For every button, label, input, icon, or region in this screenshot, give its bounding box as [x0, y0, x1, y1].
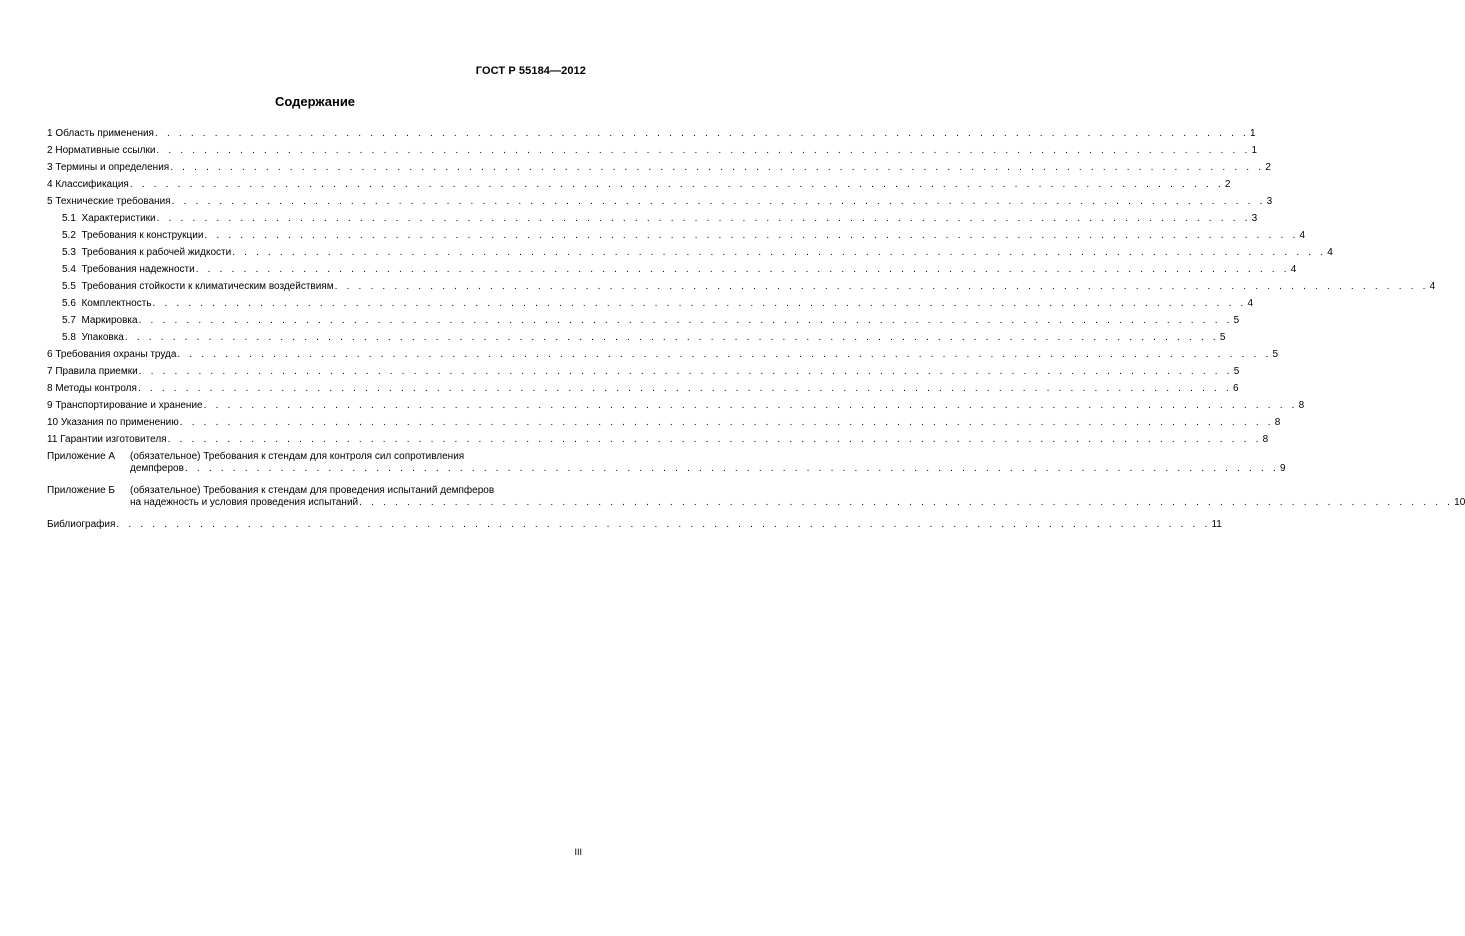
- toc-entry-page: 2: [1265, 162, 1271, 173]
- leader-dots: [204, 230, 1298, 242]
- toc-entry-page: 10: [1454, 497, 1465, 508]
- toc-entry-number: 5.8: [62, 332, 76, 343]
- toc-entry-page: 2: [1224, 179, 1231, 190]
- toc-entry-page: 5: [1219, 332, 1226, 343]
- toc-entry-label: Требования к конструкции: [81, 230, 204, 241]
- leader-dots: [157, 213, 1251, 225]
- toc-entry-label: Требования охраны труда: [55, 349, 177, 360]
- toc-entry-page: 3: [1266, 196, 1273, 207]
- toc-entry-number: 5.1: [62, 213, 76, 224]
- toc-subentry[interactable]: [47, 259, 1297, 276]
- toc-entry-page: 4: [1247, 298, 1254, 309]
- toc-entry[interactable]: [47, 344, 1279, 361]
- toc-subentry[interactable]: [47, 327, 1226, 344]
- toc-entry-number: 6: [47, 349, 53, 360]
- toc-entry-page: 1: [1250, 128, 1256, 139]
- toc-entry-number: 8: [47, 383, 53, 394]
- leader-dots: [139, 315, 1233, 327]
- leader-dots: [335, 281, 1429, 293]
- leader-dots: [139, 366, 1233, 378]
- toc-entry-page: 3: [1251, 213, 1258, 224]
- leader-dots: [152, 298, 1246, 310]
- toc-entry-number: 1: [47, 128, 53, 139]
- toc-entry-page: 6: [1232, 383, 1239, 394]
- leader-dots: [116, 519, 1210, 531]
- leader-dots: [185, 463, 1279, 475]
- toc-entry-label: Маркировка: [81, 315, 138, 326]
- toc-entry[interactable]: [47, 429, 1269, 446]
- page-title: Содержание: [274, 94, 356, 109]
- toc-entry[interactable]: [47, 123, 1256, 140]
- toc-entry-page: 5: [1233, 315, 1240, 326]
- toc-entry-label: Комплектность: [81, 298, 152, 309]
- toc-entry[interactable]: [47, 395, 1305, 412]
- toc-entry-page: 8: [1262, 434, 1269, 445]
- page-number: III: [574, 847, 582, 857]
- toc-entry[interactable]: [47, 378, 1239, 395]
- toc-entry-page: 4: [1327, 247, 1333, 258]
- leader-dots: [180, 417, 1274, 429]
- toc-subentry[interactable]: [47, 225, 1306, 242]
- toc-entry-page: 11: [1211, 519, 1222, 530]
- toc-entry-number: 11: [47, 434, 58, 445]
- toc-entry-number: 2: [47, 145, 53, 156]
- toc-subentry[interactable]: [47, 208, 1258, 225]
- leader-dots: [232, 247, 1326, 259]
- toc-entry-number: 5: [47, 196, 53, 207]
- leader-dots: [130, 179, 1224, 191]
- toc-subentry[interactable]: [47, 310, 1240, 327]
- appendix-prefix: Приложение А: [47, 451, 116, 462]
- toc-entry-page: 4: [1429, 281, 1436, 292]
- toc-entry-label: Правила приемки: [55, 366, 138, 377]
- toc-entry[interactable]: [47, 361, 1240, 378]
- leader-dots: [125, 332, 1219, 344]
- toc-entry-number: 5.5: [62, 281, 76, 292]
- toc-entry-label: Упаковка: [81, 332, 124, 343]
- toc-entry-label: Требования к рабочей жидкости: [81, 247, 232, 258]
- toc-subentry[interactable]: [47, 242, 1333, 259]
- appendix-title-line2: демпферов: [130, 463, 184, 474]
- leader-dots: [359, 497, 1453, 509]
- leader-dots: [168, 434, 1262, 446]
- leader-dots: [204, 400, 1298, 412]
- leader-dots: [155, 128, 1249, 140]
- leader-dots: [172, 196, 1266, 208]
- toc-entry[interactable]: [47, 140, 1258, 157]
- toc-entry-label: Технические требования: [55, 196, 171, 207]
- toc-bibliography[interactable]: [47, 514, 1222, 531]
- appendix-title-line2: на надежность и условия проведения испытаний: [130, 497, 359, 508]
- toc-entry-number: 5.6: [62, 298, 76, 309]
- toc-entry-number: 4: [47, 179, 53, 190]
- toc-entry-label: Характеристики: [81, 213, 156, 224]
- leader-dots: [196, 264, 1290, 276]
- toc-entry-page: 1: [1251, 145, 1258, 156]
- appendix-title-line1: (обязательное) Требования к стендам для контроля сил сопротивления: [130, 451, 465, 462]
- toc-subentry[interactable]: [47, 293, 1254, 310]
- toc-entry-label: Требования надежности: [81, 264, 195, 275]
- toc-entry-number: 5.3: [62, 247, 76, 258]
- toc-entry-number: 5.2: [62, 230, 76, 241]
- toc-appendix-b[interactable]: [47, 480, 1465, 514]
- toc-entry-label: Нормативные ссылки: [55, 145, 156, 156]
- toc-entry-page: 8: [1274, 417, 1281, 428]
- leader-dots: [170, 162, 1264, 174]
- leader-dots: [156, 145, 1250, 157]
- appendix-prefix: Приложение Б: [47, 485, 115, 496]
- toc-entry-page: 9: [1279, 463, 1286, 474]
- toc-entry-label: Классификация: [55, 179, 129, 190]
- toc-entry-page: 5: [1272, 349, 1279, 360]
- toc-entry-number: 3: [47, 162, 53, 173]
- toc-entry-page: 5: [1233, 366, 1240, 377]
- toc-entry-label: Термины и определения: [55, 162, 170, 173]
- table-of-contents: [47, 123, 1465, 531]
- toc-entry-number: 9: [47, 400, 53, 411]
- toc-entry-number: 5.4: [62, 264, 76, 275]
- toc-appendix-a[interactable]: [47, 446, 1286, 480]
- toc-entry-label: Указания по применению: [60, 417, 179, 428]
- toc-entry-label: Методы контроля: [55, 383, 137, 394]
- toc-entry-page: 4: [1299, 230, 1306, 241]
- toc-entry-label: Требования стойкости к климатическим воздействиям: [81, 281, 334, 292]
- document-code: ГОСТ Р 55184—2012: [475, 65, 586, 77]
- leader-dots: [177, 349, 1271, 361]
- toc-entry[interactable]: [47, 412, 1281, 429]
- toc-entry[interactable]: [47, 157, 1271, 174]
- toc-entry-number: 10: [47, 417, 59, 428]
- toc-entry-number: 7: [47, 366, 53, 377]
- toc-subentry[interactable]: [47, 276, 1436, 293]
- toc-entry-label: Гарантии изготовителя: [60, 434, 167, 445]
- toc-entry[interactable]: [47, 191, 1273, 208]
- toc-entry-page: 4: [1290, 264, 1297, 275]
- appendix-title-line1: (обязательное) Требования к стендам для проведения испытаний демпферов: [130, 485, 495, 496]
- toc-entry-label: Транспортирование и хранение: [55, 400, 203, 411]
- toc-entry-label: Область применения: [55, 128, 154, 139]
- toc-entry-number: 5.7: [62, 315, 76, 326]
- toc-entry-page: 8: [1298, 400, 1305, 411]
- leader-dots: [138, 383, 1232, 395]
- toc-entry[interactable]: [47, 174, 1231, 191]
- toc-entry-label: Библиография: [47, 519, 116, 530]
